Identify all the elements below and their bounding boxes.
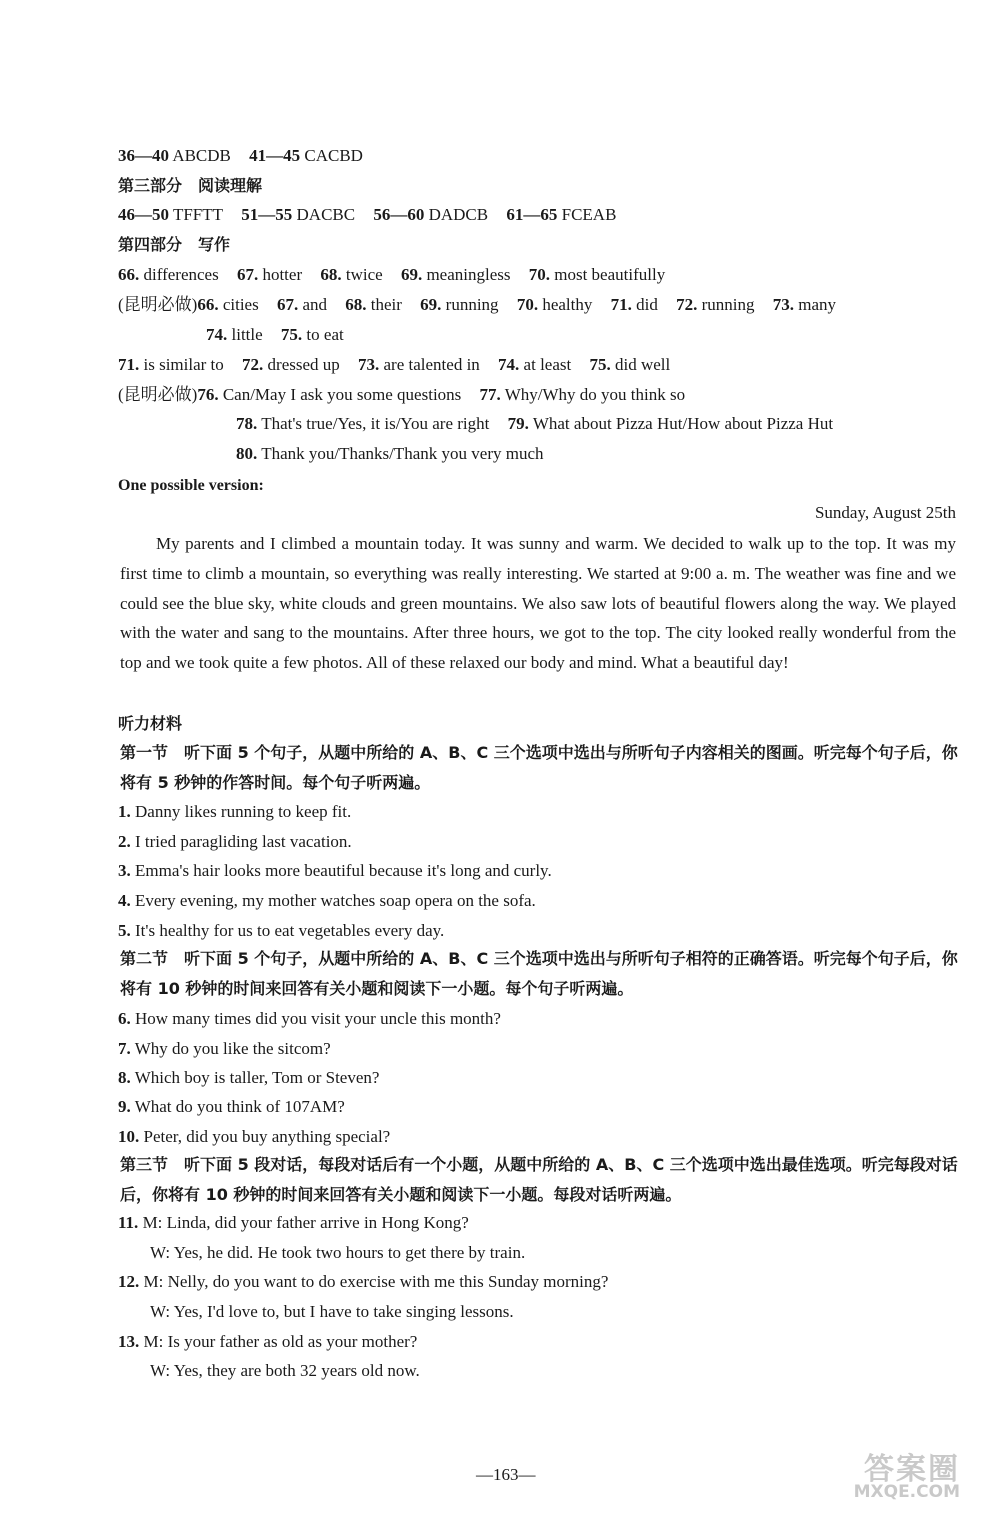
answer-item: 70. most beautifully xyxy=(528,265,666,284)
list-item: 1. Danny likes running to keep fit. xyxy=(118,802,352,821)
listening-section-3-instructions: 第三节 听下面 5 段对话，每段对话后有一个小题，从题中所给的 A、B、C 三个选项中选出最佳选项。听完每段对话后，你将有 10 秒钟的时间来回答有关小题和阅读下一小题。每段对话听两遍。 xyxy=(120,1155,958,1204)
answer-item: 67. and xyxy=(276,295,328,314)
answer-item: 80. Thank you/Thanks/Thank you very much xyxy=(236,444,544,463)
answer-row-kunming-76-77 xyxy=(118,385,685,405)
dialogue-line-w: W: Yes, I'd love to, but I have to take singing lessons. xyxy=(150,1302,514,1321)
essay-date: Sunday, August 25th xyxy=(814,503,956,522)
list-item: 4. Every evening, my mother watches soap opera on the sofa. xyxy=(118,891,536,910)
answer-item: 76. Can/May I ask you some questions xyxy=(197,385,462,404)
list-item: 3. Emma's hair looks more beautiful because it's long and curly. xyxy=(118,861,552,880)
list-item: 7. Why do you like the sitcom? xyxy=(118,1039,331,1058)
dialogue-line-m: 13. M: Is your father as old as your mother? xyxy=(118,1332,418,1351)
answer-item: 41—45 CACBD xyxy=(249,146,363,165)
listening-heading: 听力材料 xyxy=(118,714,183,733)
answer-item: 77. Why/Why do you think so xyxy=(479,385,686,404)
answer-item: 69. running xyxy=(420,295,499,314)
answer-row-71-75 xyxy=(118,355,670,375)
answer-item: 67. hotter xyxy=(236,265,303,284)
answer-item: 71. is similar to xyxy=(118,355,224,374)
answer-row-kunming-80 xyxy=(236,444,544,464)
essay-heading: One possible version: xyxy=(118,477,264,494)
answer-item: 73. are talented in xyxy=(358,355,480,374)
answer-item: 36—40 ABCDB xyxy=(118,146,231,165)
listening-section-2-instructions: 第二节 听下面 5 个句子，从题中所给的 A、B、C 三个选项中选出与所听句子相符的正确答语。听完每个句子后，你将有 10 秒钟的时间来回答有关小题和阅读下一小题。每个句子听两遍。 xyxy=(120,949,958,998)
answer-item: 61—65 FCEAB xyxy=(506,205,617,224)
kunming-prefix: (昆明必做) xyxy=(118,385,198,404)
page-number: —163— xyxy=(476,1465,536,1484)
answer-item: 75. did well xyxy=(589,355,671,374)
essay-body: My parents and I climbed a mountain today. It was sunny and warm. We decided to walk up to the top. It was my first time to climb a mountain, so everything was really interesting. We started at 9:00 a. m. The weather was fine and we could see the blue sky, white clouds and green mountains. We also saw lots of beautiful flowers along the way. We played with the water and sang to the mountains. After three hours, we got to the top. The city looked really wonderful from the top and we took quite a few photos. All of these relaxed our body and mind. What a beautiful day! xyxy=(120,534,956,673)
part4-heading: 第四部分 写作 xyxy=(118,235,231,254)
answer-item: 56—60 DADCB xyxy=(373,205,489,224)
dialogue-line-w: W: Yes, he did. He took two hours to get there by train. xyxy=(150,1243,526,1262)
list-item: 5. It's healthy for us to eat vegetables every day. xyxy=(118,921,445,940)
answer-item: 51—55 DACBC xyxy=(241,205,356,224)
answer-item: 66. differences xyxy=(118,265,219,284)
answer-item: 72. running xyxy=(676,295,755,314)
list-item: 2. I tried paragliding last vacation. xyxy=(118,832,352,851)
answer-item: 74. little xyxy=(206,325,263,344)
answer-item: 68. twice xyxy=(320,265,383,284)
answer-row-kunming-78-79 xyxy=(236,414,833,434)
answer-row-46-65 xyxy=(118,205,616,225)
answer-item: 70. healthy xyxy=(516,295,593,314)
answer-row-66-70 xyxy=(118,265,665,285)
list-item: 10. Peter, did you buy anything special? xyxy=(118,1127,391,1146)
answer-item: 68. their xyxy=(345,295,402,314)
answer-item: 46—50 TFFTT xyxy=(118,205,224,224)
answer-item: 72. dressed up xyxy=(242,355,340,374)
answer-row-kunming-74-75 xyxy=(206,325,344,345)
list-item: 6. How many times did you visit your uncle this month? xyxy=(118,1009,501,1028)
watermark-logo: 答案圈 xyxy=(864,1452,960,1487)
answer-row-36-45 xyxy=(118,146,363,166)
answer-item: 79. What about Pizza Hut/How about Pizza Hut xyxy=(507,414,834,433)
part3-heading: 第三部分 阅读理解 xyxy=(118,176,263,195)
list-item: 9. What do you think of 107AM? xyxy=(118,1097,345,1116)
listening-section-1-instructions: 第一节 听下面 5 个句子，从题中所给的 A、B、C 三个选项中选出与所听句子内容相关的图画。听完每个句子后，你将有 5 秒钟的作答时间。每个句子听两遍。 xyxy=(120,743,958,792)
kunming-prefix: (昆明必做) xyxy=(118,295,198,314)
answer-item: 73. many xyxy=(772,295,837,314)
answer-item: 74. at least xyxy=(498,355,572,374)
dialogue-line-m: 11. M: Linda, did your father arrive in Hong Kong? xyxy=(118,1213,469,1232)
answer-item: 75. to eat xyxy=(280,325,344,344)
watermark-url: MXQE.COM xyxy=(853,1482,960,1502)
dialogue-line-m: 12. M: Nelly, do you want to do exercise with me this Sunday morning? xyxy=(118,1272,609,1291)
answer-row-kunming-66-73 xyxy=(118,295,836,315)
dialogue-line-w: W: Yes, they are both 32 years old now. xyxy=(150,1361,420,1380)
watermark xyxy=(810,1444,960,1504)
answer-item: 69. meaningless xyxy=(400,265,511,284)
answer-item: 78. That's true/Yes, it is/You are right xyxy=(236,414,490,433)
answer-item: 71. did xyxy=(610,295,658,314)
answer-item: 66. cities xyxy=(197,295,259,314)
list-item: 8. Which boy is taller, Tom or Steven? xyxy=(118,1068,380,1087)
